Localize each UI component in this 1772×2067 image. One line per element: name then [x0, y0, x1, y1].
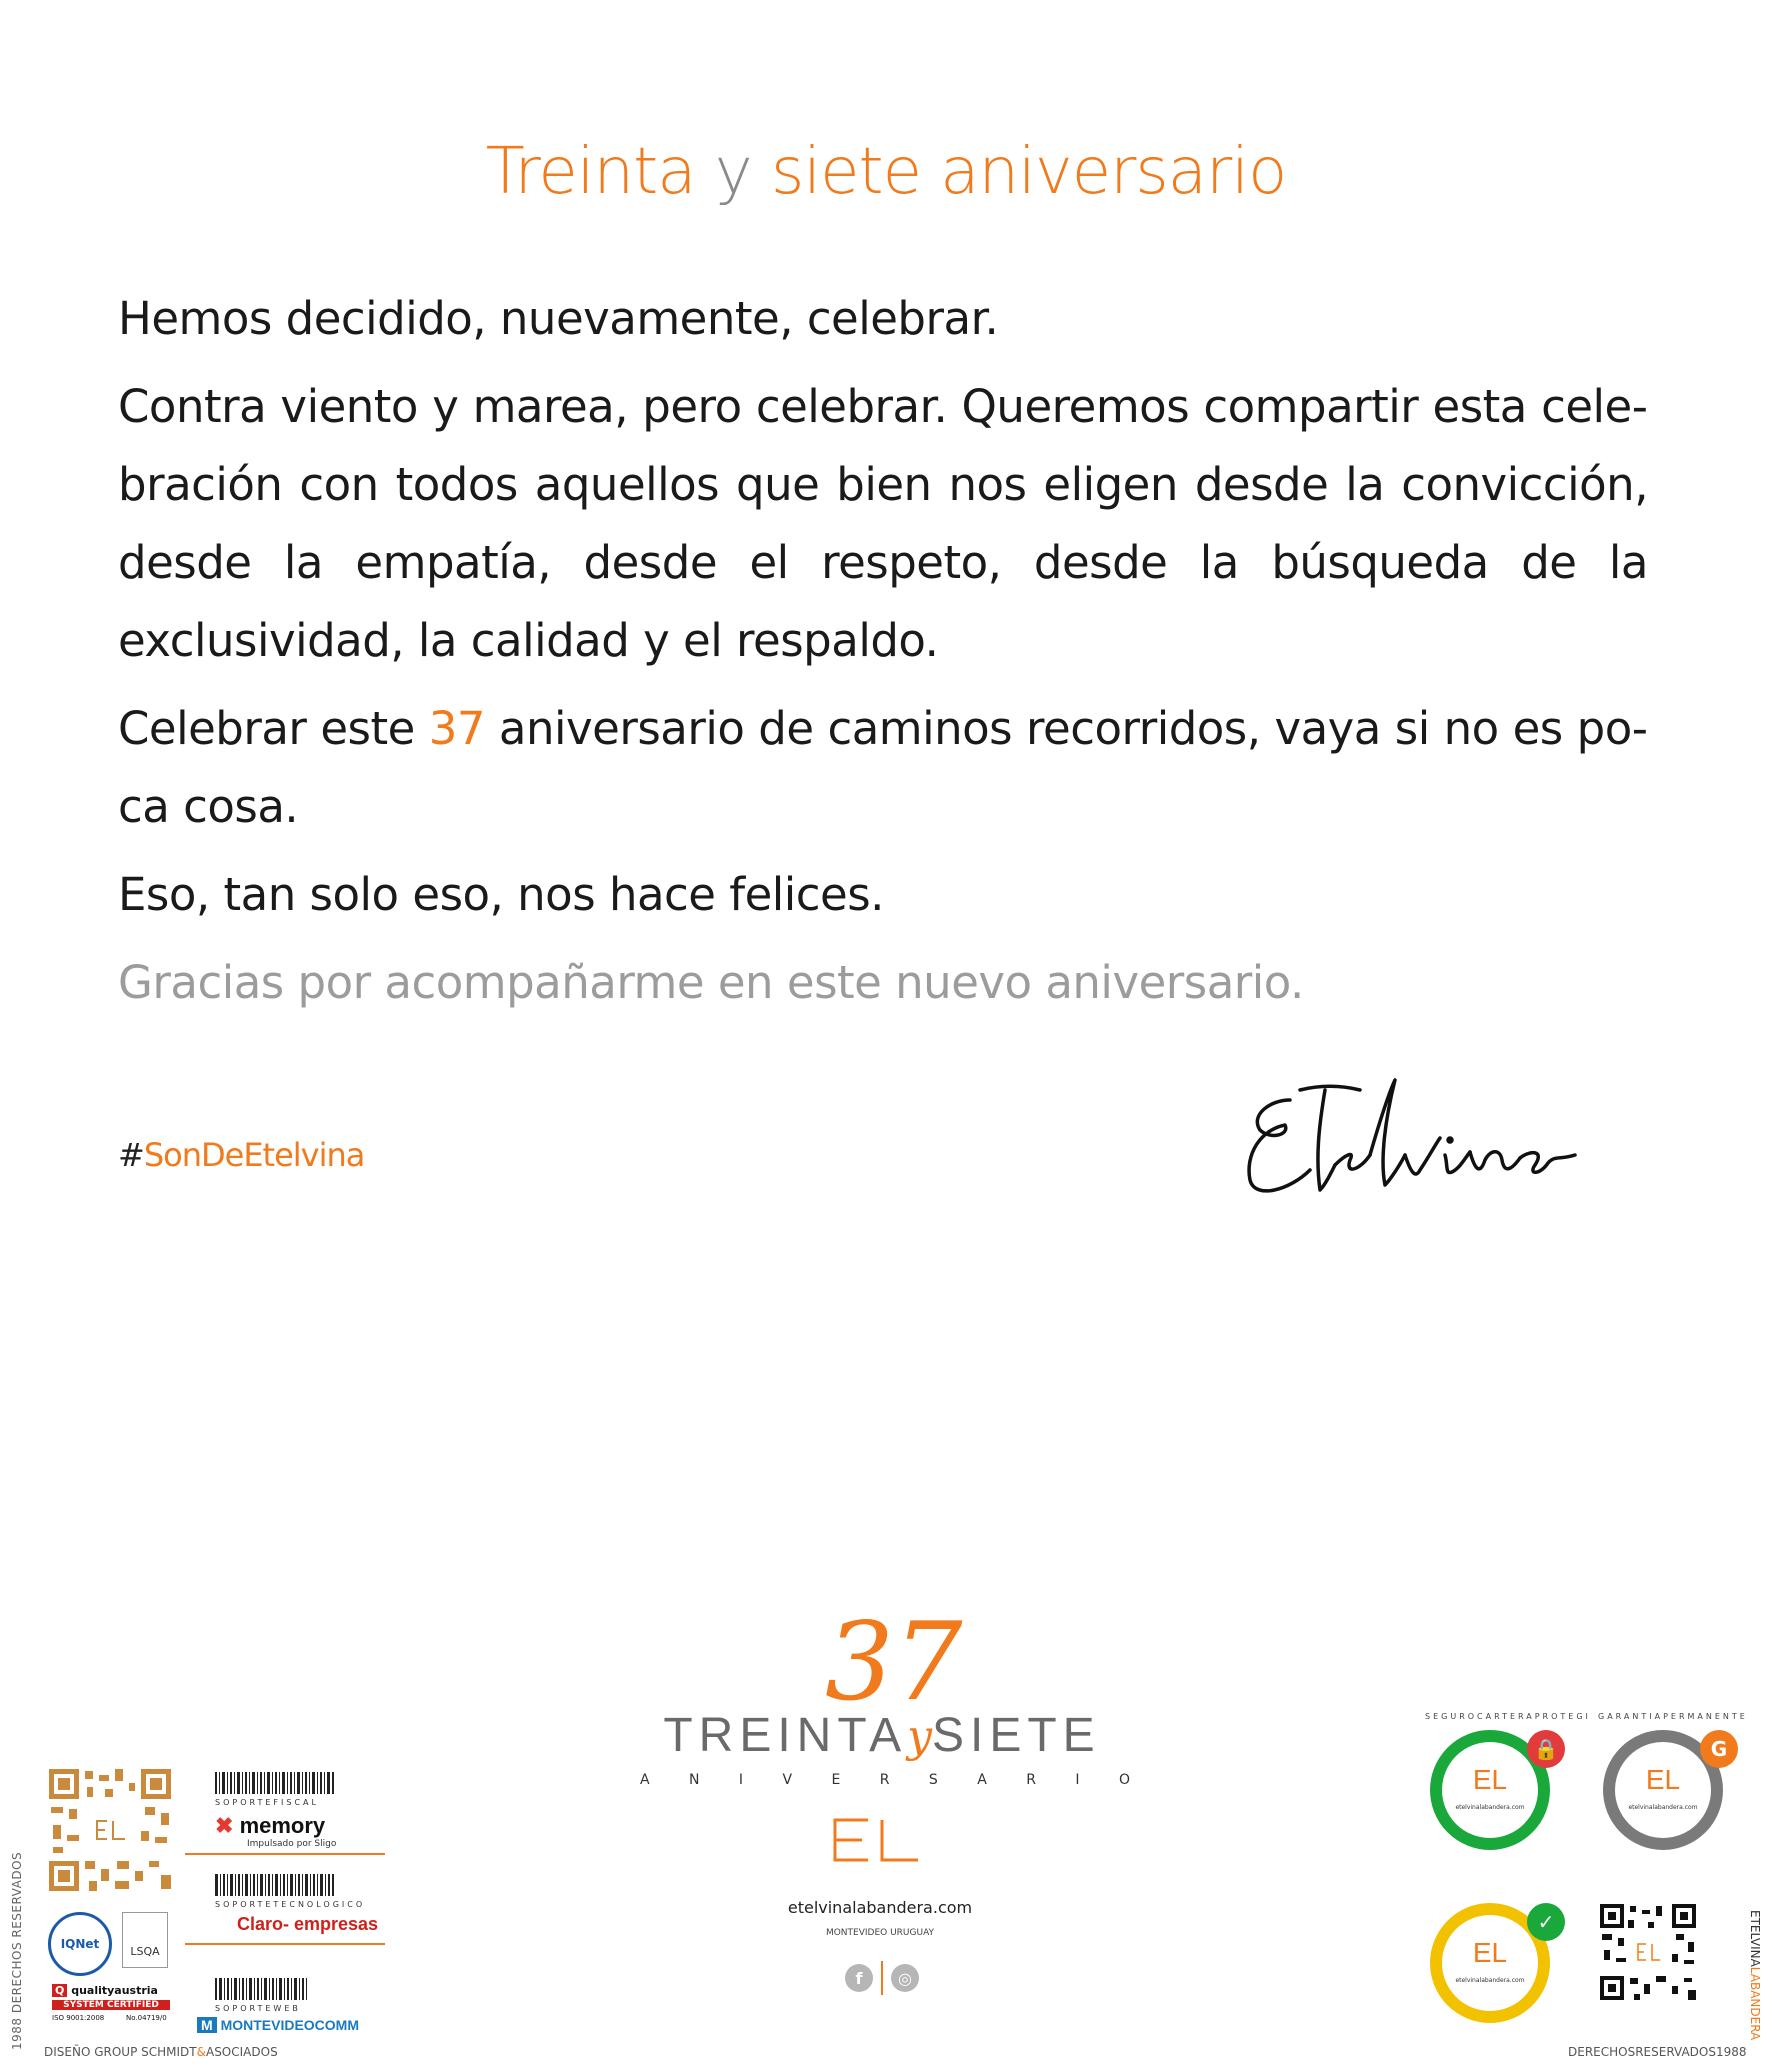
support-label: SOPORTEFISCAL	[215, 1798, 319, 1807]
aniv-letter: R	[1026, 1772, 1036, 1788]
anniversary-number: 37	[428, 702, 485, 755]
seal-label: GARANTIAPERMANENTE	[1598, 1712, 1748, 1721]
barcode-icon	[215, 1978, 335, 2000]
aniv-letter: V	[782, 1772, 793, 1788]
title-part-2: y	[714, 135, 752, 209]
hashtag-text: SonDeEtelvina	[143, 1136, 365, 1174]
wordmark-siete: SIETE	[931, 1709, 1101, 1762]
qr-code-icon[interactable]	[1598, 1902, 1698, 2002]
support-label: SOPORTEWEB	[215, 2004, 301, 2013]
certification-badges	[48, 1912, 178, 2032]
memory-brand: memory	[239, 1813, 326, 1838]
lsqa-badge: LSQA	[122, 1912, 168, 1968]
support-fiscal	[185, 1772, 385, 1855]
wordmark-treinta: TREINTA	[663, 1709, 908, 1762]
aniv-letter: S	[928, 1772, 938, 1788]
aniv-letter: I	[738, 1772, 744, 1788]
aniv-letter: O	[1118, 1772, 1130, 1788]
anniversary-logo-block	[620, 1600, 1140, 2040]
hashtag[interactable]	[118, 1136, 364, 1174]
seal-logo: EL	[1472, 1937, 1508, 1968]
support-label: SOPORTETECNOLOGICO	[215, 1900, 366, 1909]
thanks-line: Gracias por acompañarme en este nuevo aniversario.	[118, 956, 1304, 1009]
divider	[185, 1853, 385, 1855]
wordmark-y: y	[907, 1711, 932, 1762]
paragraph-3-start: Celebrar este	[118, 702, 429, 755]
support-web	[185, 1978, 385, 2033]
aniversario-letters	[640, 1772, 1130, 1788]
aniv-letter: E	[831, 1772, 841, 1788]
memory-logo: ✖ memory	[215, 1813, 326, 1838]
instagram-icon[interactable]: ◎	[891, 1964, 919, 1992]
design-credit	[44, 2045, 278, 2059]
cert-number: No.04719/0	[126, 2014, 167, 2022]
montevideocomm-logo: M MONTEVIDEOCOMM	[197, 2017, 385, 2033]
website-link[interactable]: etelvinalabandera.com	[787, 1898, 973, 1917]
vertical-copyright-left: 1988 DERECHOS RESERVADOS	[10, 1851, 24, 2050]
signature	[1230, 1060, 1610, 1220]
qualityaustria-text: qualityaustria	[71, 1984, 158, 1997]
aniv-letter: A	[640, 1772, 650, 1788]
credit-suffix: ASOCIADOS	[205, 2045, 278, 2059]
paragraph-4: Eso, tan solo eso, nos hace felices.	[118, 868, 884, 921]
claro-logo: Claro- empresas	[237, 1914, 379, 1934]
barcode-icon	[215, 1772, 335, 1794]
memory-sub: Impulsado por Sligo	[247, 1839, 337, 1849]
support-tecnologico	[185, 1874, 385, 1945]
seal-label: SEGUROCARTERAPROTEGI	[1425, 1712, 1591, 1721]
anniversary-number-logo: 37	[825, 1600, 963, 1725]
aniv-letter: N	[689, 1772, 700, 1788]
letter-body	[118, 280, 1648, 1032]
barcode-icon	[215, 1874, 335, 1896]
el-logo-icon	[830, 1810, 920, 1870]
social-divider	[881, 1961, 883, 1995]
derechos-right: DERECHOSRESERVADOS1988	[1568, 2045, 1747, 2059]
social-links	[845, 1958, 925, 1998]
page-title	[0, 135, 1772, 209]
seal-certificado	[1425, 1885, 1565, 2035]
paragraph-2: Contra viento y marea, pero celebrar. Queremos compartir esta celebración con todos aquellos que bien nos eligen desde la convicción, desde la empatía, desde el respeto, desde la búsqueda de la exclusividad, la calidad y el respaldo.	[118, 380, 1648, 667]
seal-logo: EL	[1645, 1764, 1681, 1795]
title-part-3: siete aniversario	[770, 135, 1287, 209]
divider	[185, 1943, 385, 1945]
seal-garantia	[1598, 1712, 1748, 1862]
vertical-brand-right	[1748, 1910, 1762, 2040]
vertical-suffix: LABANDERA	[1748, 1966, 1762, 2041]
system-certified-label: SYSTEM CERTIFIED	[52, 2000, 170, 2010]
seal-site: etelvinalabandera.com	[1628, 1804, 1698, 1811]
title-part-1: Treinta	[485, 135, 696, 209]
iqnet-badge: IQNet	[48, 1912, 112, 1976]
city-label: MONTEVIDEO URUGUAY	[825, 1928, 935, 1938]
aniv-letter: R	[879, 1772, 890, 1788]
treinta-y-siete-wordmark	[632, 1708, 1132, 1763]
paragraph-3	[118, 690, 1648, 846]
guarantee-icon: G	[1700, 1730, 1738, 1768]
seal-site: etelvinalabandera.com	[1455, 1804, 1525, 1811]
credit-prefix: DISEÑO GROUP	[44, 2045, 142, 2059]
facebook-icon[interactable]: f	[845, 1964, 873, 1992]
paragraph-3-end: aniversario de caminos recorridos, vaya si no es poca cosa.	[118, 702, 1649, 833]
checkmark-icon: ✓	[1527, 1903, 1565, 1941]
credit-amp: &	[196, 2045, 206, 2059]
hashtag-symbol: #	[118, 1136, 144, 1174]
seal-seguro	[1425, 1712, 1591, 1862]
iso-label: ISO 9001:2008	[52, 2014, 105, 2022]
aniv-letter: I	[1075, 1772, 1080, 1788]
credit-name: SCHMIDT	[141, 2045, 197, 2059]
aniv-letter: A	[977, 1772, 987, 1788]
qualityaustria-logo: Q qualityaustria	[52, 1984, 158, 1997]
seal-logo: EL	[1472, 1764, 1508, 1795]
qr-code-icon[interactable]	[45, 1765, 175, 1895]
paragraph-1: Hemos decidido, nuevamente, celebrar.	[118, 292, 999, 345]
seal-site: etelvinalabandera.com	[1455, 1977, 1525, 1984]
lock-icon: 🔒	[1527, 1730, 1565, 1768]
vertical-prefix: ETELVINA	[1748, 1910, 1762, 1967]
montevideocomm-brand: MONTEVIDEOCOMM	[220, 2017, 360, 2033]
